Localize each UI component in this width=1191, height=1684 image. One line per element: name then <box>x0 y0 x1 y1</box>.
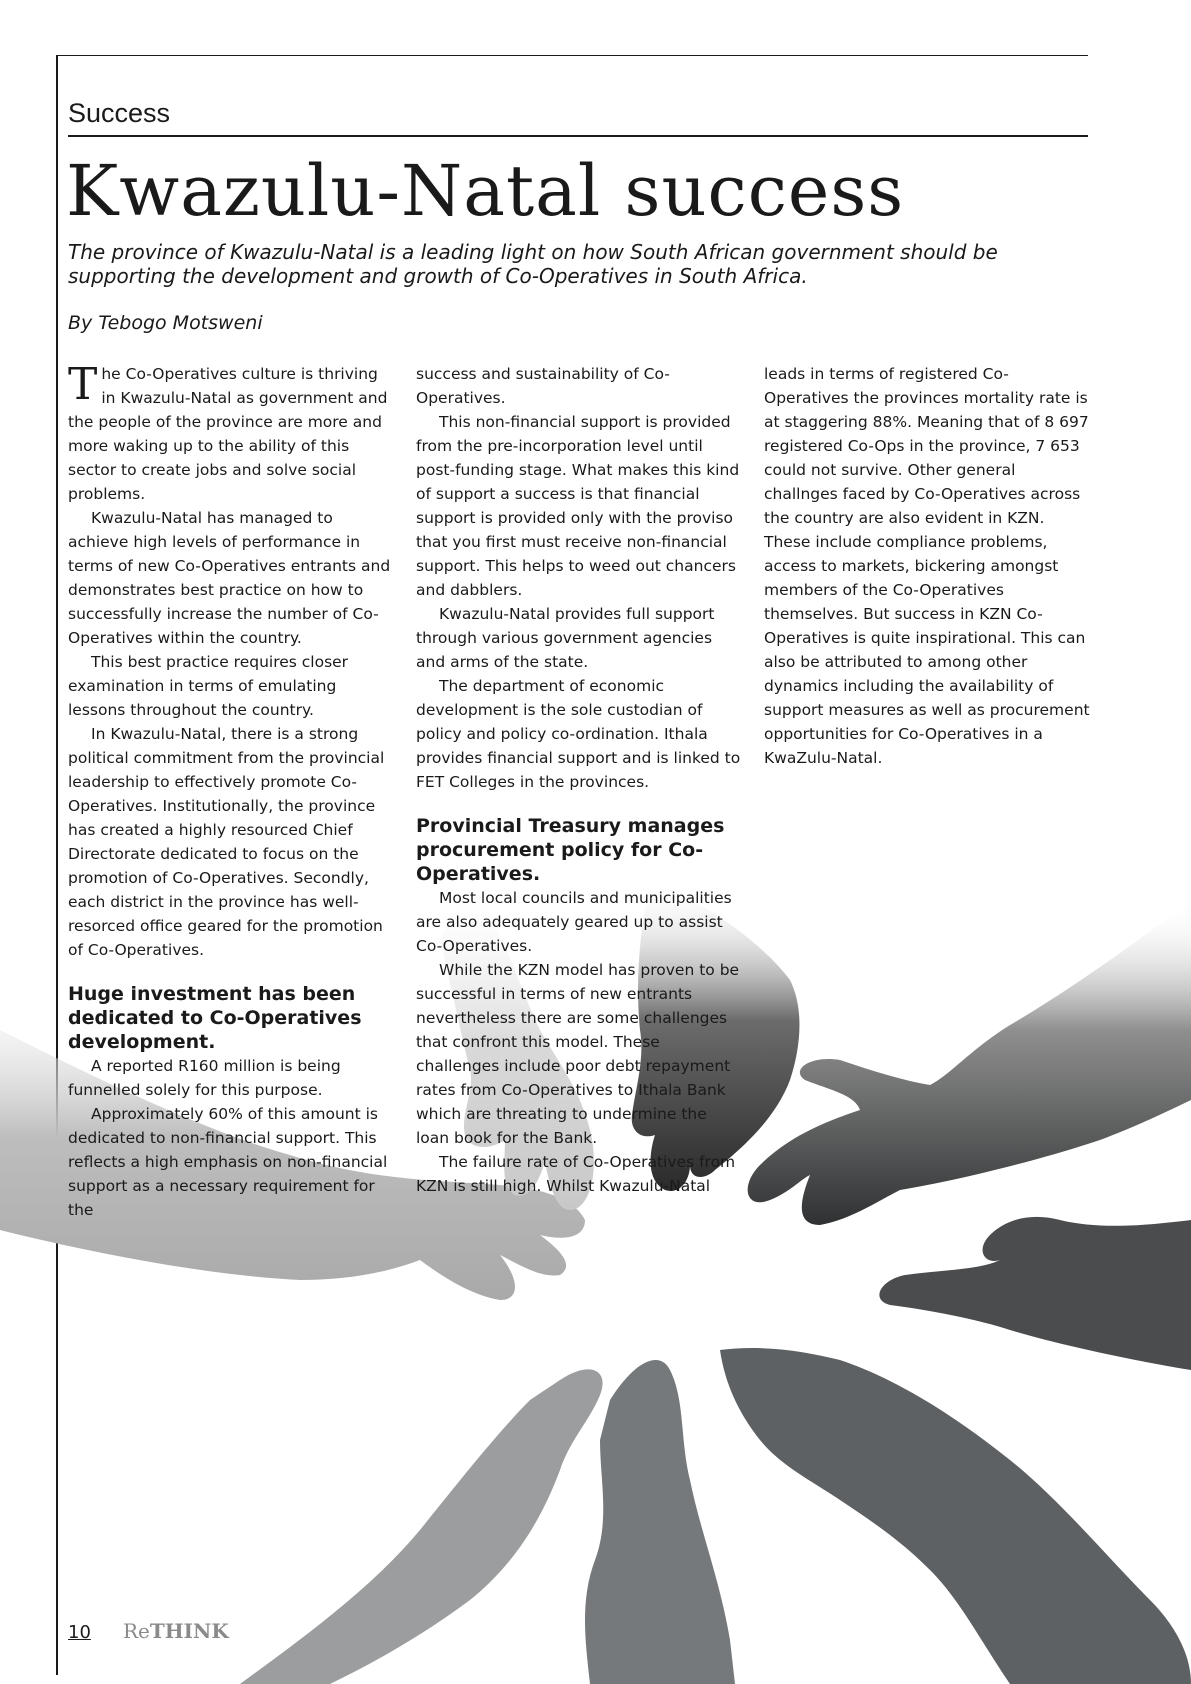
drop-cap: T <box>68 359 98 410</box>
paragraph: In Kwazulu-Natal, there is a strong political commitment from the provincial leadership to effectively promote Co-Operatives. Institutionally, the province has created a highly resourced Chief Directorate dedicated to focus on the promotion of Co-Operatives. Secondly, each district in the province has well-resorced office geared for the promotion of Co-Operatives. <box>68 725 385 959</box>
page-number: 10 <box>68 1622 91 1643</box>
subheading: Huge investment has been dedicated to Co-Operatives development. <box>68 983 362 1053</box>
paragraph: A reported R160 million is being funnelled solely for this purpose. <box>68 1057 341 1099</box>
top-rule <box>56 55 1088 56</box>
section-label: Success <box>68 98 171 128</box>
paragraph: The department of economic development is the sole custodian of policy and policy co-ordination. Ithala provides financial support and is linked to FET Colleges in the provinces. <box>416 677 741 791</box>
paragraph: While the KZN model has proven to be successful in terms of new entrants nevertheless there are some challenges that confront this model. These challenges include poor debt repayment rates from Co-Operatives to Ithala Bank which are threating to undermine the loan book for the Bank. <box>416 961 740 1147</box>
paragraph: success and sustainability of Co-Operatives. <box>416 365 670 407</box>
byline: By Tebogo Motsweni <box>68 312 263 334</box>
article-title: Kwazulu-Natal success <box>66 150 905 232</box>
article-column-3 <box>764 362 1092 770</box>
paragraph: The failure rate of Co-Operatives from KZN is still high. Whilst Kwazulu-Natal <box>416 1153 736 1195</box>
paragraph: Kwazulu-Natal has managed to achieve high levels of performance in terms of new Co-Operatives entrants and demonstrates best practice on how to successfully increase the number of Co-Operatives within the country. <box>68 509 391 647</box>
paragraph: leads in terms of registered Co-Operatives the provinces mortality rate is at staggering 88%. Meaning that of 8 697 registered Co-Ops in the province, 7 653 could not survive. Other general challnges faced by Co-Operatives across the country are also evident in KZN. These include compliance problems, access to markets, bickering amongst members of the Co-Operatives themselves. But success in KZN Co-Operatives is quite inspirational. This can also be attributed to among other dynamics including the availability of support measures as well as procurement opportunities for Co-Operatives in a KwaZulu-Natal. <box>764 365 1090 767</box>
paragraph: This non-financial support is provided from the pre-incorporation level until post-funding stage. What makes this kind of support a success is that financial support is provided only with the proviso that you first must receive non-financial support. This helps to weed out chancers and dabblers. <box>416 413 740 599</box>
paragraph: This best practice requires closer examination in terms of emulating lessons throughout the country. <box>68 653 349 719</box>
magazine-logo: ReTHINK <box>123 1619 229 1643</box>
section-rule <box>68 135 1088 137</box>
article-column-1 <box>68 359 396 1222</box>
article-column-2 <box>416 362 744 1198</box>
subheading: Provincial Treasury manages procurement policy for Co-Operatives. <box>416 815 725 885</box>
standfirst: The province of Kwazulu-Natal is a leading light on how South African government should be supporting the development and growth of Co-Operatives in South Africa. <box>68 240 998 288</box>
paragraph: Most local councils and municipalities are also adequately geared up to assist Co-Operatives. <box>416 889 732 955</box>
paragraph: Approximately 60% of this amount is dedicated to non-financial support. This reflects a high emphasis on non-financial support as a necessary requirement for the <box>68 1105 388 1219</box>
paragraph: The Co-Operatives culture is thriving in Kwazulu-Natal as government and the people of the province are more and more waking up to the ability of this sector to create jobs and solve social problems. <box>68 359 388 503</box>
paragraph: Kwazulu-Natal provides full support through various government agencies and arms of the state. <box>416 605 715 671</box>
